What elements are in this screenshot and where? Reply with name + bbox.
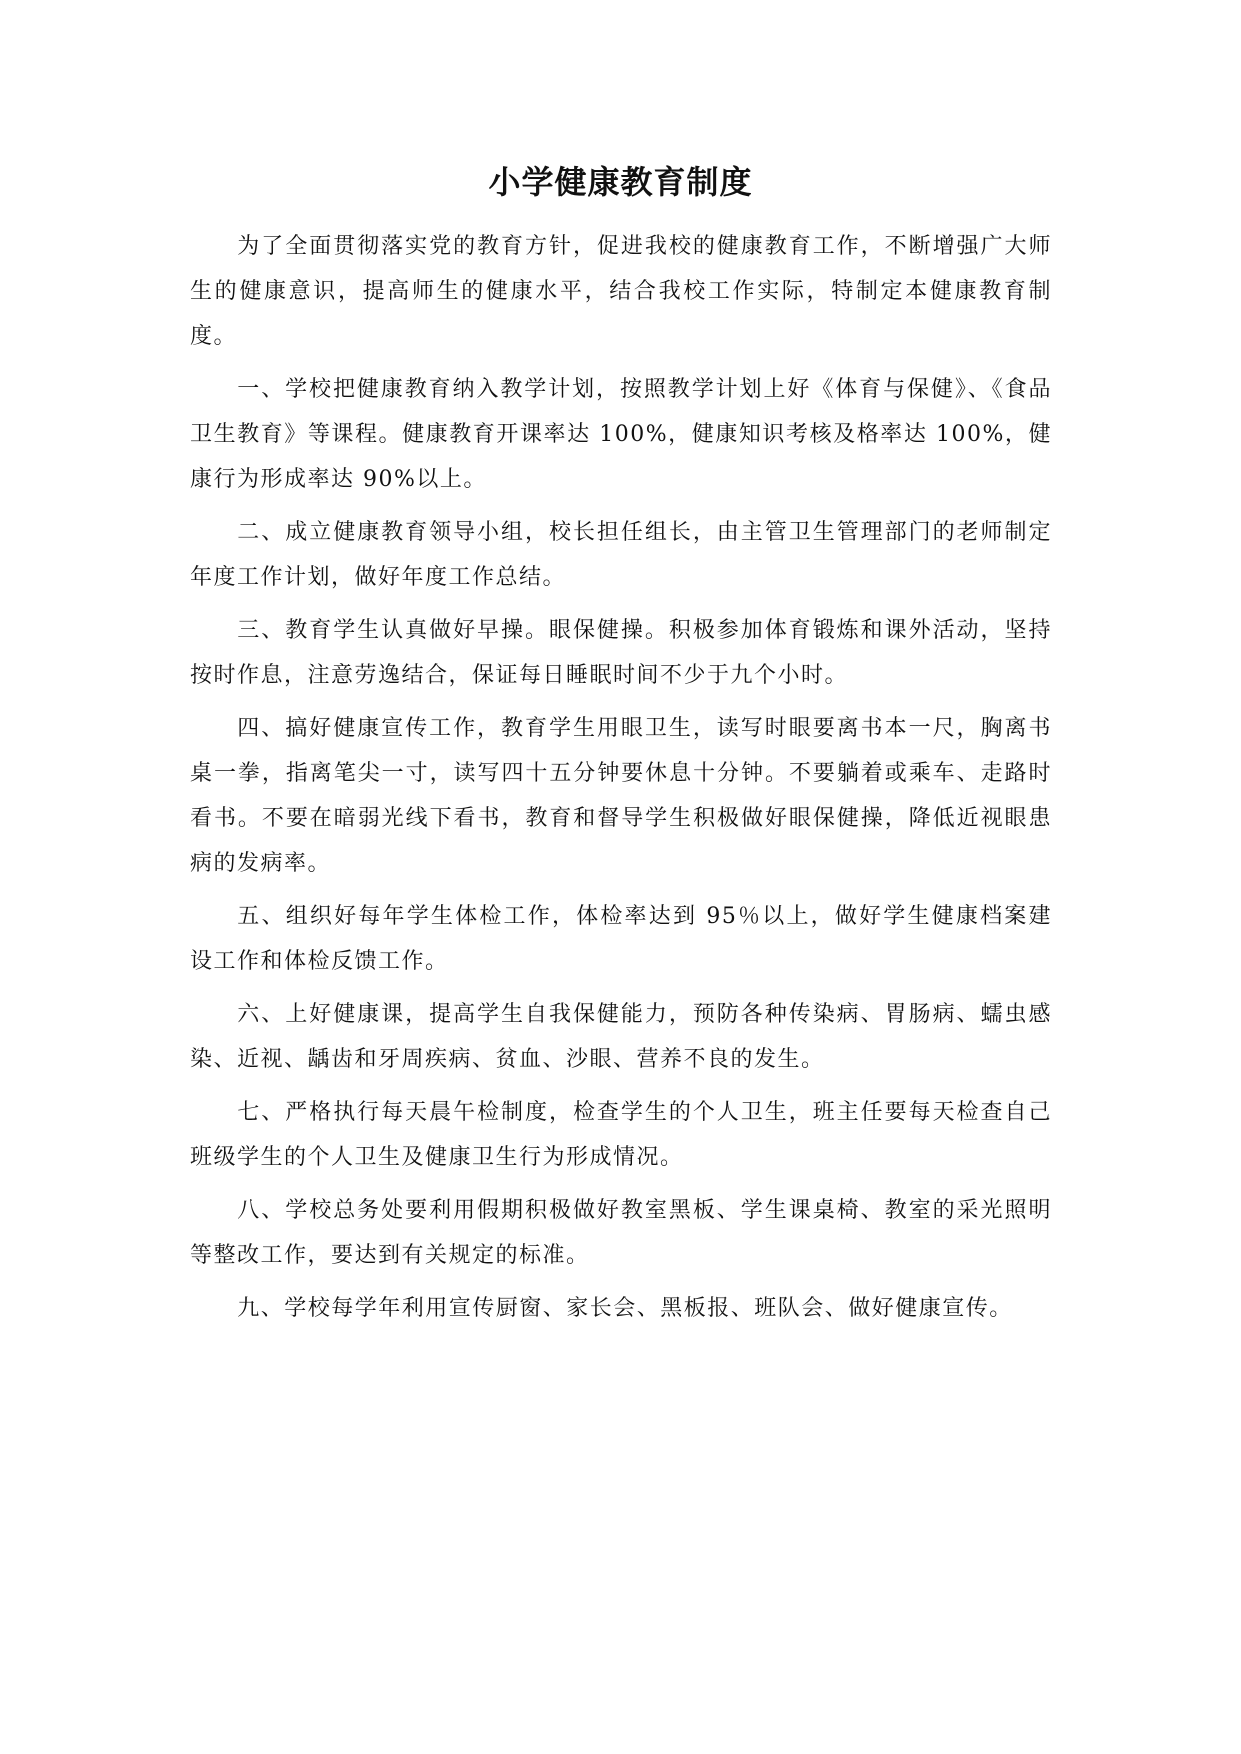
paragraph-rule-2: 二、成立健康教育领导小组，校长担任组长，由主管卫生管理部门的老师制定年度工作计划，做好年度工作总结。: [190, 520, 1052, 590]
paragraph-intro: 为了全面贯彻落实党的教育方针，促进我校的健康教育工作，不断增强广大师生的健康意识，提高师生的健康水平，结合我校工作实际，特制定本健康教育制度。: [190, 234, 1052, 349]
paragraph-rule-6: 六、上好健康课，提高学生自我保健能力，预防各种传染病、胃肠病、蠕虫感染、近视、龋齿和牙周疾病、贫血、沙眼、营养不良的发生。: [190, 1002, 1052, 1072]
paragraph-rule-4: 四、搞好健康宣传工作，教育学生用眼卫生，读写时眼要离书本一尺，胸离书桌一拳，指离笔尖一寸，读写四十五分钟要休息十分钟。不要躺着或乘车、走路时看书。不要在暗弱光线下看书，教育和督导学生积极做好眼保健操，降低近视眼患病的发病率。: [190, 716, 1052, 876]
paragraph-rule-3: 三、教育学生认真做好早操。眼保健操。积极参加体育锻炼和课外活动，坚持按时作息，注意劳逸结合，保证每日睡眠时间不少于九个小时。: [190, 618, 1052, 688]
paragraph-rule-7: 七、严格执行每天晨午检制度，检查学生的个人卫生，班主任要每天检查自己班级学生的个人卫生及健康卫生行为形成情况。: [190, 1100, 1052, 1170]
paragraph-rule-5: 五、组织好每年学生体检工作，体检率达到 95％以上，做好学生健康档案建设工作和体检反馈工作。: [190, 904, 1052, 974]
page-title: 小学健康教育制度: [488, 163, 753, 201]
document-body: [190, 224, 1052, 1339]
paragraph-rule-1: 一、学校把健康教育纳入教学计划，按照教学计划上好《体育与保健》、《食品卫生教育》等课程。健康教育开课率达 100%，健康知识考核及格率达 100%，健康行为形成率达 90%以上。: [190, 377, 1052, 492]
paragraph-rule-9: 九、学校每学年利用宣传厨窗、家长会、黑板报、班队会、做好健康宣传。: [237, 1296, 1013, 1321]
paragraph-rule-8: 八、学校总务处要利用假期积极做好教室黑板、学生课桌椅、教室的采光照明等整改工作，要达到有关规定的标准。: [190, 1198, 1052, 1268]
